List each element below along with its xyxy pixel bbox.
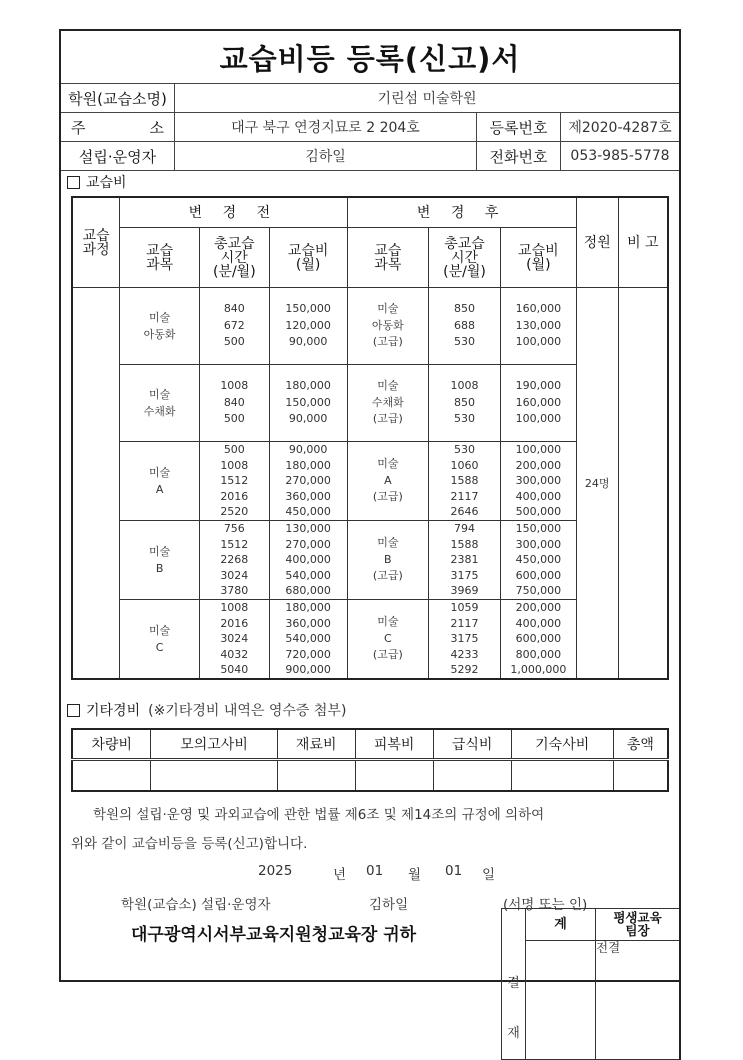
approval-col2-header: 평생교육 팀장 [596,909,681,941]
col-mock-exam: 모의고사비 [151,729,277,760]
date-day: 01 [445,863,463,879]
reg-no-value: 제2020-4287호 [568,120,672,136]
after-fees: 160,000 130,000 100,000 [500,288,576,365]
academy-row [61,84,679,113]
date-day-unit: 일 [482,867,496,883]
after-times: 794 1588 2381 3175 3969 [429,521,501,600]
after-times: 530 1060 1588 2117 2646 [429,442,501,521]
approval-box [501,908,681,1060]
recipient: 대구광역시서부교육지원청교육장 귀하 [131,925,417,945]
after-times: 1008 850 530 [429,365,501,442]
before-subject-header: 교습 과목 [120,228,200,288]
statement [71,801,671,859]
other-heading-text: 기타경비 [86,703,141,719]
academy-label: 학원(교습소명) [61,84,175,112]
before-times: 1008 2016 3024 4032 5040 [199,600,269,679]
col-materials: 재료비 [277,729,355,760]
fees-heading-text: 교습비 [86,175,127,191]
date-year-unit: 년 [333,867,347,883]
before-subject: 미술 수채화 [120,365,200,442]
phone-value: 053-985-5778 [570,148,670,164]
materials-value[interactable] [277,760,355,792]
before-fee-header: 교습비 (월) [269,228,347,288]
after-fees: 190,000 160,000 100,000 [500,365,576,442]
before-time-header: 총교습 시간 (분/월) [199,228,269,288]
after-change-header: 변 경 후 [347,197,576,228]
after-subject: 미술 C (고급) [347,600,429,679]
signature-hint: (서명 또는 인) [503,897,588,913]
before-subject: 미술 A [120,442,200,521]
after-subject: 미술 B (고급) [347,521,429,600]
after-fees: 200,000 400,000 600,000 800,000 1,000,000 [500,600,576,679]
before-times: 840 672 500 [199,288,269,365]
operator-value: 김하일 [175,142,477,170]
phone-label: 전화번호 [477,142,561,170]
approval-label-top: 결 [507,976,520,991]
remarks-header: 비 고 [618,197,668,288]
capacity-value: 24명 [576,288,618,679]
statement-line-1: 학원의 설립·운영 및 과외교습에 관한 법률 제6조 및 제14조의 규정에 의하여 [93,807,545,823]
before-subject: 미술 C [120,600,200,679]
registration-form [59,29,681,1041]
address-row [61,113,679,142]
before-fees: 130,000 270,000 400,000 540,000 680,000 [269,521,347,600]
reg-no-label: 등록번호 [477,113,561,141]
col-clothing: 피복비 [355,729,433,760]
total-value[interactable] [613,760,668,792]
academy-name: 기린섬 미술학원 [377,91,477,107]
approval-col1-header: 계 [526,909,596,941]
signature-label: 학원(교습소) 설립·운영자 [121,897,271,913]
dormitory-value[interactable] [511,760,613,792]
after-times: 1059 2117 3175 4233 5292 [429,600,501,679]
statement-line-2: 위와 같이 교습비등을 등록(신고)합니다. [71,836,308,852]
col-vehicle: 차량비 [72,729,151,760]
fees-table [71,196,669,680]
address-label-2: 소 [149,118,164,137]
after-subject: 미술 A (고급) [347,442,429,521]
after-subject: 미술 아동화 (고급) [347,288,429,365]
after-fees: 100,000 200,000 300,000 400,000 500,000 [500,442,576,521]
other-expenses-table [71,728,669,792]
after-fee-header: 교습비 (월) [500,228,576,288]
col-total: 총액 [613,729,668,760]
remarks-cell [618,288,668,679]
approval-col1-sign[interactable] [526,941,596,1060]
approval-col2-note: 전결 [596,941,681,1060]
after-time-header: 총교습 시간 (분/월) [429,228,501,288]
before-times: 500 1008 1512 2016 2520 [199,442,269,521]
operator-label: 설립·운영자 [61,142,175,170]
checkbox-square-icon [67,176,80,189]
address-value: 대구 북구 연경지묘로 2 204호 [175,113,477,141]
other-section-heading [61,699,346,721]
before-fees: 150,000 120,000 90,000 [269,288,347,365]
course-cell [72,288,120,679]
after-subject-header: 교습 과목 [347,228,429,288]
approval-label-bottom: 재 [507,1026,520,1041]
after-times: 850 688 530 [429,288,501,365]
other-heading-note: (※기타경비 내역은 영수증 첨부) [148,703,347,719]
clothing-value[interactable] [355,760,433,792]
operator-row [61,142,679,171]
col-dormitory: 기숙사비 [511,729,613,760]
date-year: 2025 [258,863,293,879]
vehicle-value[interactable] [72,760,151,792]
fees-section-heading [61,171,679,193]
meals-value[interactable] [433,760,511,792]
after-subject: 미술 수채화 (고급) [347,365,429,442]
course-header: 교습 과정 [72,197,120,288]
approval-label [502,909,526,1060]
address-label [61,113,175,141]
address-label-1: 주 [71,118,86,137]
form-title: 교습비등 등록(신고)서 [61,31,679,84]
before-change-header: 변 경 전 [120,197,347,228]
after-fees: 150,000 300,000 450,000 600,000 750,000 [500,521,576,600]
col-meals: 급식비 [433,729,511,760]
date-month-unit: 월 [408,867,422,883]
before-fees: 180,000 150,000 90,000 [269,365,347,442]
signature-name: 김하일 [369,897,409,913]
before-times: 756 1512 2268 3024 3780 [199,521,269,600]
before-times: 1008 840 500 [199,365,269,442]
before-subject: 미술 아동화 [120,288,200,365]
before-fees: 180,000 360,000 540,000 720,000 900,000 [269,600,347,679]
checkbox-square-icon [67,704,80,717]
mock-exam-value[interactable] [151,760,277,792]
before-subject: 미술 B [120,521,200,600]
before-fees: 90,000 180,000 270,000 360,000 450,000 [269,442,347,521]
fee-row [72,288,668,365]
capacity-header: 정원 [576,197,618,288]
date-month: 01 [366,863,384,879]
